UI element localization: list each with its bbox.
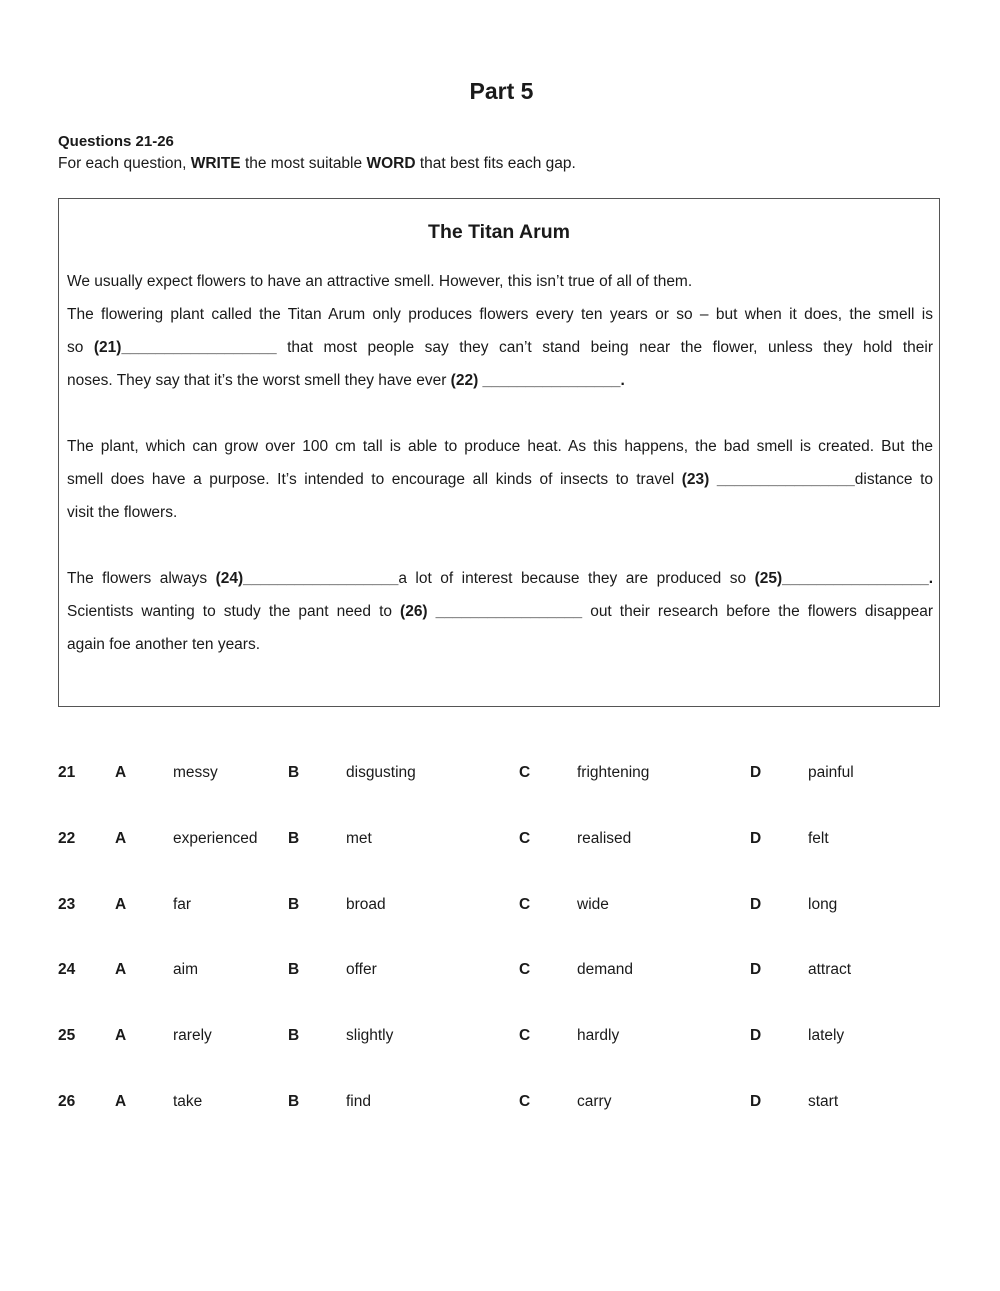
option-letter-b: B bbox=[288, 829, 300, 847]
gap-21: (21)__________________ bbox=[93, 339, 277, 356]
option-b[interactable]: disgusting bbox=[346, 764, 416, 781]
passage-text-run: smell does have a purpose. It’s intended to encourage all kinds of insects to travel bbox=[67, 471, 682, 488]
option-a[interactable]: far bbox=[173, 895, 192, 913]
option-letter-b: B bbox=[288, 1092, 300, 1110]
passage-line: The flowering plant called the Titan Arum only produces flowers every ten years or so – but when it does, the smell is bbox=[67, 306, 933, 323]
option-letter-d: D bbox=[750, 1092, 762, 1110]
option-d[interactable]: long bbox=[808, 895, 838, 913]
paragraph-spacer bbox=[67, 397, 933, 430]
question-number: 22 bbox=[58, 829, 76, 847]
answer-options-table bbox=[58, 758, 958, 1153]
option-letter-c: C bbox=[519, 829, 531, 847]
option-letter-d: D bbox=[750, 961, 762, 979]
option-c[interactable]: hardly bbox=[577, 1027, 620, 1045]
option-c[interactable]: demand bbox=[577, 961, 634, 979]
passage-line bbox=[67, 364, 933, 397]
option-c[interactable]: carry bbox=[577, 1092, 612, 1110]
option-a[interactable]: messy bbox=[173, 764, 218, 781]
option-letter-a: A bbox=[115, 829, 127, 847]
passage-line bbox=[67, 562, 933, 595]
option-a[interactable]: aim bbox=[173, 961, 198, 979]
passage-text-run: noses. They say that it’s the worst smell they have ever bbox=[67, 372, 451, 389]
option-letter-a: A bbox=[115, 764, 127, 781]
option-b[interactable]: offer bbox=[346, 961, 377, 979]
page-title: Part 5 bbox=[469, 78, 534, 104]
passage-line: We usually expect flowers to have an attractive smell. However, this isn’t true of all of them. bbox=[67, 273, 693, 290]
passage-line: The plant, which can grow over 100 cm tall is able to produce heat. As this happens, the bad smell is created. But the bbox=[67, 438, 933, 455]
option-b[interactable]: slightly bbox=[346, 1027, 394, 1045]
option-d[interactable]: attract bbox=[808, 961, 852, 979]
question-number: 26 bbox=[58, 1092, 76, 1110]
gap-23: (23) ________________ bbox=[681, 471, 855, 488]
option-b[interactable]: met bbox=[346, 829, 372, 847]
passage-line bbox=[67, 463, 933, 496]
instructions-text: For each question, bbox=[58, 155, 191, 172]
option-row-21 bbox=[58, 758, 958, 824]
question-number: 25 bbox=[58, 1027, 76, 1045]
option-letter-a: A bbox=[115, 1027, 127, 1045]
option-a[interactable]: rarely bbox=[173, 1027, 212, 1045]
gap-26: (26) _________________ bbox=[400, 603, 583, 620]
gap-22: (22) ________________. bbox=[450, 372, 625, 389]
option-d[interactable]: lately bbox=[808, 1027, 845, 1045]
option-letter-b: B bbox=[288, 1027, 300, 1045]
option-letter-a: A bbox=[115, 961, 127, 979]
passage-line: again foe another ten years. bbox=[67, 636, 261, 653]
passage-text-run: The flowers always bbox=[67, 570, 216, 587]
option-c[interactable]: wide bbox=[577, 895, 609, 913]
option-b[interactable]: broad bbox=[346, 895, 386, 913]
gap-25: (25)_________________. bbox=[754, 570, 934, 587]
option-letter-b: B bbox=[288, 895, 300, 913]
option-letter-d: D bbox=[750, 895, 762, 913]
option-row-22 bbox=[58, 824, 958, 890]
option-d[interactable]: painful bbox=[808, 764, 854, 781]
passage-text-run: so bbox=[67, 339, 94, 356]
passage-box bbox=[58, 198, 940, 707]
option-letter-d: D bbox=[750, 829, 762, 847]
paragraph-spacer bbox=[67, 529, 933, 562]
passage-text-run: a lot of interest because they are produced so bbox=[398, 570, 755, 587]
option-d[interactable]: start bbox=[808, 1092, 839, 1110]
instructions bbox=[58, 155, 576, 173]
passage-title: The Titan Arum bbox=[428, 221, 570, 243]
option-b[interactable]: find bbox=[346, 1092, 371, 1110]
option-letter-d: D bbox=[750, 1027, 762, 1045]
option-letter-a: A bbox=[115, 1092, 127, 1110]
option-letter-d: D bbox=[750, 764, 762, 781]
option-letter-c: C bbox=[519, 1027, 531, 1045]
option-letter-b: B bbox=[288, 764, 300, 781]
option-c[interactable]: realised bbox=[577, 829, 632, 847]
passage-line: visit the flowers. bbox=[67, 504, 178, 521]
option-letter-c: C bbox=[519, 961, 531, 979]
option-row-25 bbox=[58, 1021, 958, 1087]
question-number: 21 bbox=[58, 764, 76, 781]
questions-heading: Questions 21-26 bbox=[58, 133, 174, 150]
option-a[interactable]: experienced bbox=[173, 829, 258, 847]
instructions-text: the most suitable bbox=[240, 155, 367, 172]
instructions-text: that best fits each gap. bbox=[415, 155, 576, 172]
option-c[interactable]: frightening bbox=[577, 764, 650, 781]
passage-text-run: that most people say they can’t stand being near the flower, unless they hold their bbox=[276, 339, 933, 356]
question-number: 24 bbox=[58, 961, 76, 979]
option-row-23 bbox=[58, 890, 958, 956]
option-letter-a: A bbox=[115, 895, 127, 913]
option-row-26 bbox=[58, 1087, 958, 1153]
passage-line bbox=[67, 331, 933, 364]
option-d[interactable]: felt bbox=[808, 829, 829, 847]
passage-text-run: Scientists wanting to study the pant need to bbox=[67, 603, 401, 620]
instructions-keyword-write: WRITE bbox=[190, 155, 241, 172]
gap-24: (24)__________________ bbox=[215, 570, 399, 587]
passage-text-run: out their research before the flowers disappear bbox=[582, 603, 933, 620]
option-letter-c: C bbox=[519, 1092, 531, 1110]
passage-line bbox=[67, 595, 933, 628]
instructions-keyword-word: WORD bbox=[366, 155, 416, 172]
option-letter-b: B bbox=[288, 961, 300, 979]
option-a[interactable]: take bbox=[173, 1092, 203, 1110]
option-letter-c: C bbox=[519, 895, 531, 913]
passage-text-run: distance to bbox=[854, 471, 934, 488]
option-row-24 bbox=[58, 955, 958, 1021]
passage-text bbox=[67, 265, 933, 661]
option-letter-c: C bbox=[519, 764, 531, 781]
question-number: 23 bbox=[58, 895, 76, 913]
